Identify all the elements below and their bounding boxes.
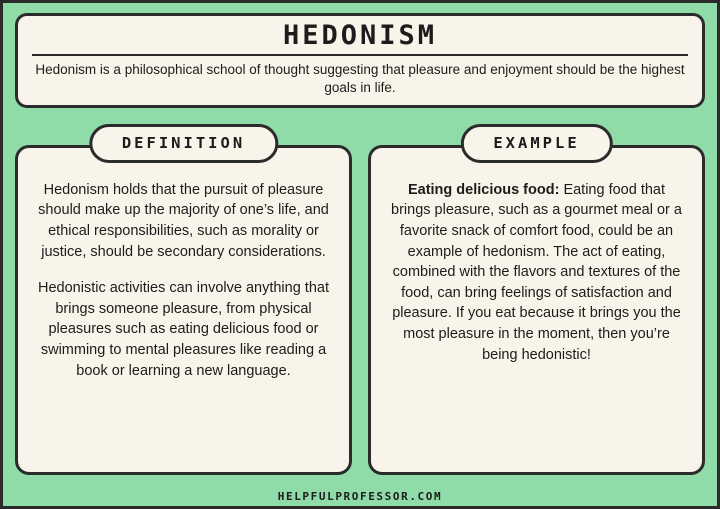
header-card (15, 13, 705, 108)
page-title: HEDONISM (282, 20, 438, 51)
example-card (368, 145, 705, 475)
footer-credit: HELPFULPROFESSOR.COM (277, 490, 443, 503)
definition-paragraph-1: Hedonism holds that the pursuit of pleasure should make up the majority of one’s life, and ethical responsibilities, such as morality or justice, should be secondary considerations. (38, 181, 329, 260)
example-lead-in: Eating delicious food: (407, 181, 560, 198)
header-divider (32, 54, 688, 56)
content-columns (15, 124, 705, 475)
example-pill-label: EXAMPLE (460, 124, 612, 163)
definition-column (15, 124, 352, 475)
example-paragraph-1 (387, 180, 686, 365)
example-column (368, 124, 705, 475)
definition-paragraph-2: Hedonistic activities can involve anything that brings someone pleasure, from physical pleasures such as eating delicious food or swimming to mental pleasures like reading a book or learning a new language. (38, 280, 329, 379)
example-body-text: Eating food that brings pleasure, such as a gourmet meal or a favorite snack of comfort food, could be an example of hedonism. The act of eating, combined with the flavors and textures of the food, can bring feelings of satisfaction and pleasure. If you eat because it brings you the most pleasure in the moment, then you’re being hedonistic! (391, 181, 682, 363)
header-subtitle: Hedonism is a philosophical school of thought suggesting that pleasure and enjoyment should be the highest goals in life. (35, 62, 685, 95)
definition-card (15, 145, 352, 475)
definition-pill-label: DEFINITION (89, 124, 278, 163)
